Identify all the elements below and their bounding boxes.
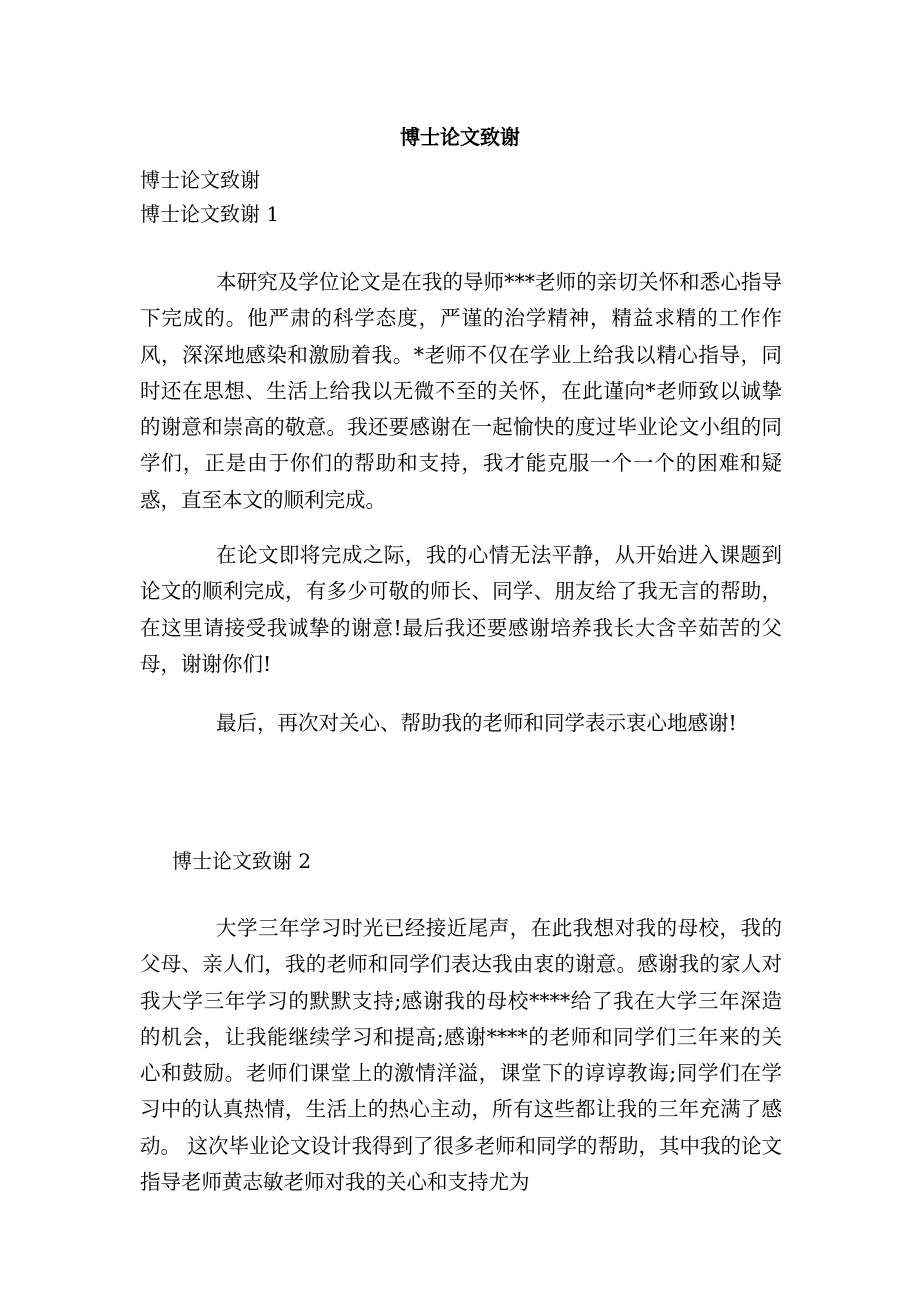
document-subtitle: 博士论文致谢 (140, 168, 260, 192)
section-1-paragraph-3: 最后，再次对关心、帮助我的老师和同学表示衷心地感谢! (216, 711, 737, 735)
section-1-heading: 博士论文致谢 1 (140, 202, 280, 226)
section-2-paragraph-1: 大学三年学习时光已经接近尾声，在此我想对我的母校，我的父母、亲人们，我的老师和同学们表达我由衷的谢意。感谢我的家人对我大学三年学习的默默支持;感谢我的母校****给了我在大学三年深造的机会，让我能继续学习和提高;感谢****的老师和同学们三年来的关心和鼓励。老师们课堂上的激情洋溢，课堂下的谆谆教诲;同学们在学习中的认真热情，生活上的热心主动，所有这些都让我的三年充满了感动。 这次毕业论文设计我得到了很多老师和同学的帮助，其中我的论文指导老师黄志敏老师对我的关心和支持尤为 (140, 916, 783, 1195)
section-2-heading: 博士论文致谢 2 (172, 849, 312, 873)
section-1-paragraph-1: 本研究及学位论文是在我的导师***老师的亲切关怀和悉心指导下完成的。他严肃的科学态度，严谨的治学精神，精益求精的工作作风，深深地感染和激励着我。*老师不仅在学业上给我以精心指导，同时还在思想、生活上给我以无微不至的关怀，在此谨向*老师致以诚挚的谢意和崇高的敬意。我还要感谢在一起愉快的度过毕业论文小组的同学们，正是由于你们的帮助和支持，我才能克服一个一个的困难和疑惑，直至本文的顺利完成。 (140, 270, 782, 512)
section-1-paragraph-2: 在论文即将完成之际，我的心情无法平静，从开始进入课题到论文的顺利完成，有多少可敬的师长、同学、朋友给了我无言的帮助，在这里请接受我诚挚的谢意!最后我还要感谢培养我长大含辛茹苦的父母，谢谢你们! (140, 543, 782, 676)
document-title: 博士论文致谢 (400, 125, 520, 149)
